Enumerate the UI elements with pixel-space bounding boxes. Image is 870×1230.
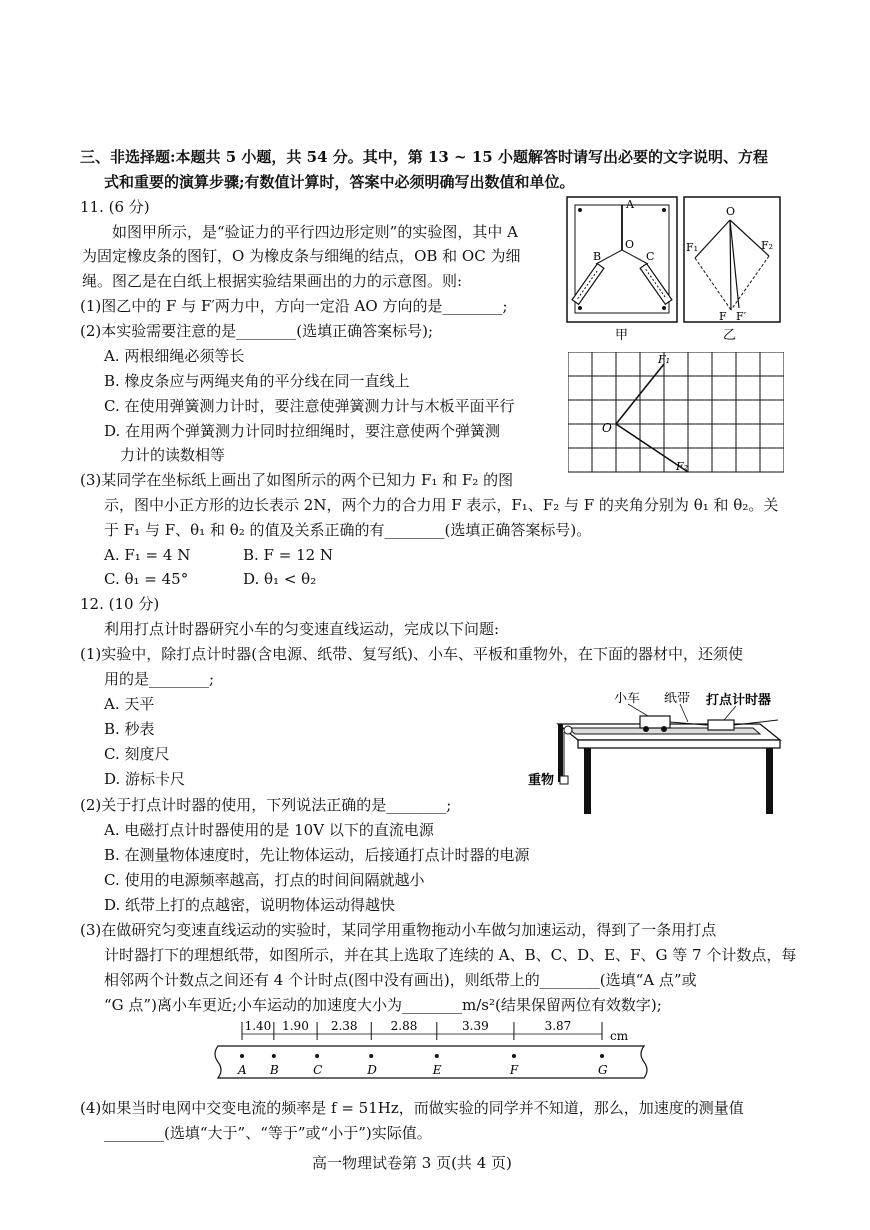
q11-p3-option-b: B. F = 12 N (243, 546, 334, 564)
tape-segment-label: 2.88 (390, 1020, 418, 1033)
q12-p2-option-c: C. 使用的电源频率越高，打点的时间间隔就越小 (104, 871, 425, 889)
q11-p2-option-d-cont: 力计的读数相等 (120, 446, 226, 464)
jia-caption: 甲 (615, 328, 629, 343)
jia-label-c: C (646, 250, 655, 263)
q12-part3-line4: “G 点”)离小车更近;小车运动的加速度大小为________m/s²(结果保留两位有效数字); (104, 996, 662, 1014)
tape-segment-label: 3.87 (544, 1020, 572, 1033)
tape-segment-label: 1.90 (282, 1020, 309, 1033)
q12-part3-line2: 计时器打下的理想纸带，如图所示，并在其上选取了连续的 A、B、C、D、E、F、G 等 7 个计数点，每 (104, 946, 797, 964)
q12-p1-option-b: B. 秒表 (104, 720, 155, 738)
q11-number: 11. (6 分) (80, 198, 150, 216)
q12-p1-option-d: D. 游标卡尺 (104, 770, 186, 788)
q12-part1-line2: 用的是________; (104, 670, 215, 688)
figure-jia (566, 196, 678, 344)
q12-part3-line3: 相邻两个计数点之间还有 4 个计时点(图中没有画出)，则纸带上的________(选填“A 点”或 (104, 971, 697, 989)
apparatus-label-weight: 重物 (528, 773, 555, 788)
tape-point-label: G (598, 1063, 608, 1077)
q11-part3-line2: 示，图中小正方形的边长表示 2N，两个力的合力用 F 表示，F₁、F₂ 与 F 的夹角分别为 θ₁ 和 θ₂。关 (104, 496, 779, 514)
tape-dot (435, 1054, 439, 1058)
section-header-line2: 式和重要的演算步骤;有数值计算时，答案中必须明确写出数值和单位。 (104, 173, 575, 191)
q11-intro-2: 为固定橡皮条的图钉，O 为橡皮条与细绳的结点，OB 和 OC 为细 (82, 247, 521, 265)
q12-p2-option-d: D. 纸带上打的点越密，说明物体运动得越快 (104, 896, 396, 914)
q11-p3-option-c: C. θ₁ = 45° (104, 570, 189, 588)
jia-label-o: O (625, 238, 635, 251)
grid-label-o: O (602, 421, 612, 435)
q11-part2: (2)本实验需要注意的是________(选填正确答案标号); (80, 322, 434, 340)
tape-segment-label: 3.39 (462, 1020, 489, 1033)
page-footer: 高一物理试卷第 3 页(共 4 页) (312, 1154, 512, 1172)
jia-label-a: A (626, 198, 634, 211)
q12-number: 12. (10 分) (80, 595, 160, 613)
tape-dot (315, 1054, 319, 1058)
grid-label-f1: F₁ (658, 353, 671, 366)
q12-part4-line1: (4)如果当时电网中交变电流的频率是 f = 51Hz，而做实验的同学并不知道，那么，加速度的测量值 (80, 1099, 744, 1117)
q11-intro-3: 绳。图乙是在白纸上根据实验结果画出的力的示意图。则: (82, 272, 463, 290)
apparatus-label-tape: 纸带 (664, 692, 691, 706)
q11-intro-1: 如图甲所示，是“验证力的平行四边形定则”的实验图，其中 A (112, 223, 518, 241)
q11-p2-option-d: D. 在用两个弹簧测力计同时拉细绳时，要注意使两个弹簧测 (104, 422, 501, 440)
tape-point-label: B (269, 1063, 279, 1077)
q12-part1-line1: (1)实验中，除打点计时器(含电源、纸带、复写纸)、小车、平板和重物外，在下面的器材中，还须使 (80, 645, 743, 663)
tape-point-label: E (432, 1063, 442, 1077)
tape-point-label: A (238, 1063, 247, 1077)
apparatus-label-timer: 打点计时器 (706, 693, 772, 708)
q11-p2-option-c: C. 在使用弹簧测力计时，要注意使弹簧测力计与木板平面平行 (104, 397, 515, 415)
q12-p1-option-a: A. 天平 (104, 695, 155, 713)
apparatus-label-cart: 小车 (614, 692, 641, 706)
q12-p2-option-b: B. 在测量物体速度时，先让物体运动，后接通打点计时器的电源 (104, 846, 530, 864)
q11-p2-option-b: B. 橡皮条应与两绳夹角的平分线在同一直线上 (104, 372, 410, 390)
yi-label-fprime: F′ (736, 310, 747, 323)
tape-dot (512, 1054, 516, 1058)
q11-part3-line3: 于 F₁ 与 F、θ₁ 和 θ₂ 的值及关系正确的有________(选填正确答案标号)。 (104, 521, 592, 539)
tape-dot (272, 1054, 276, 1058)
q12-part4-line2: ________(选填“大于”、“等于”或“小于”)实际值。 (104, 1124, 432, 1142)
yi-label-f: F (719, 310, 727, 323)
q12-part2: (2)关于打点计时器的使用，下列说法正确的是________; (80, 796, 452, 814)
q11-p3-option-a: A. F₁ = 4 N (104, 546, 191, 564)
tape-dot (369, 1054, 373, 1058)
figure-yi (683, 196, 783, 344)
yi-label-o: O (726, 205, 736, 218)
yi-label-f1: F₁ (686, 241, 699, 254)
yi-label-f2: F₂ (761, 239, 774, 252)
tape-dot (600, 1054, 604, 1058)
q11-part3-line1: (3)某同学在坐标纸上画出了如图所示的两个已知力 F₁ 和 F₂ 的图 (80, 471, 514, 489)
tape-point-label: F (509, 1063, 519, 1077)
tape-segment-label: 2.38 (330, 1020, 358, 1033)
apparatus-figure (528, 692, 790, 816)
tape-point-label: C (313, 1063, 323, 1077)
grid-lines (568, 352, 784, 472)
section-header-line1: 三、非选择题:本题共 5 小题，共 54 分。其中，第 13 ~ 15 小题解答时请写出必要的文字说明、方程 (80, 148, 768, 166)
tape-segment-label: 1.40 (244, 1020, 272, 1033)
tape-figure (212, 1020, 652, 1092)
grid-label-f2: F₂ (676, 460, 689, 473)
tape-unit: cm (610, 1029, 629, 1043)
q11-p2-option-a: A. 两根细绳必须等长 (104, 347, 245, 365)
tape-point-label: D (367, 1063, 377, 1077)
q12-intro: 利用打点计时器研究小车的匀变速直线运动，完成以下问题: (104, 620, 500, 638)
yi-caption: 乙 (723, 328, 737, 343)
q12-p1-option-c: C. 刻度尺 (104, 745, 170, 763)
jia-label-b: B (593, 250, 602, 263)
q12-part3-line1: (3)在做研究匀变速直线运动的实验时，某同学用重物拖动小车做匀加速运动，得到了一条用打点 (80, 921, 717, 939)
q11-p3-option-d: D. θ₁ < θ₂ (243, 570, 317, 588)
q12-p2-option-a: A. 电磁打点计时器使用的是 10V 以下的直流电源 (104, 821, 434, 839)
force-grid-figure (568, 352, 784, 478)
q11-part1: (1)图乙中的 F 与 F′两力中，方向一定沿 AO 方向的是________; (80, 297, 508, 315)
tape-dot (240, 1054, 244, 1058)
